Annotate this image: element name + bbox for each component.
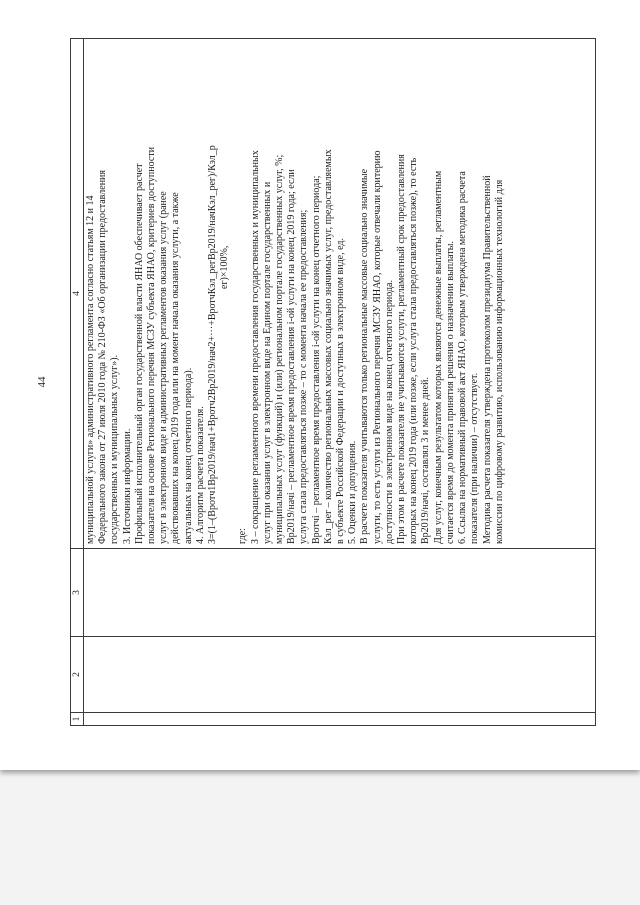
cell-col-1 [84, 713, 596, 726]
text-line: комиссии по цифровому развитию, использованию информационных технологий для [493, 179, 505, 544]
column-header-2: 2 [71, 637, 84, 713]
text-line: услуги, то есть услуги из Регионального перечня МСЗУ ЯНАО, которые отвечали критерию [371, 150, 383, 544]
text-line: показателя на основе Регионального перечня МСЗУ субъекта ЯНАО, критериев доступности [146, 146, 158, 544]
text-line: услуг при оказании услуг в электронном виде на Едином портале государственных и [261, 181, 273, 544]
rotated-page-content [30, 32, 600, 732]
text-line: Для услуг, конечным результатом которых являются денежные выплаты, регламентным [432, 170, 444, 544]
text-line: В расчете показателя учитываются только региональные массовые социально значимые [359, 168, 371, 544]
text-line: З – сокращение регламентного времени предоставления государственных и муниципальных [249, 150, 261, 544]
text-line: показателя (при наличии) – отсутствует. [469, 372, 481, 544]
section-heading-assumptions: 5. Оценки и допущения. [347, 440, 359, 544]
cell-col-4 [84, 39, 596, 549]
methodology-table [70, 38, 596, 726]
text-line: актуальных на конец отчетного периода). [182, 367, 194, 544]
text-line: считается время до момента принятия решения о назначении выплаты. [444, 241, 456, 544]
text-line: услуга стала предоставляться позже – то с момента начала ее предоставления; [298, 209, 310, 544]
column-header-1: 1 [71, 713, 84, 726]
text-line: Профильный исполнительный орган государственной власти ЯНАО обеспечивает расчет [133, 163, 145, 544]
text-line: которых на конец 2019 года (или позже, если услуга стала предоставляться позже), то есть [408, 157, 420, 544]
text-line: в субъекте Российской Федерации и доступных в электронном виде, ед. [335, 238, 347, 544]
section-heading-sources: 3. Источники информации. [121, 428, 133, 544]
text-line: где: [237, 528, 249, 544]
cell-col-2 [84, 637, 596, 713]
text-line: Кэл_рег – количество региональных массовых социально значимых услуг, предоставляемых [322, 149, 334, 544]
formula-line: ег)×100%, [219, 245, 231, 289]
section-heading-algorithm: 4. Алгоритм расчета показателя. [194, 406, 206, 544]
table-row [84, 39, 596, 726]
page-number: 44 [36, 376, 48, 388]
text-line: государственных и муниципальных услуг»). [109, 354, 121, 544]
text-line: Вр2019/начi, составлял 3 и менее дней. [420, 377, 432, 544]
text-line: Вр2019/начi – регламентное время предоставления i-ой услуги на конец 2019 года; если [286, 169, 298, 544]
section-heading-legal-act: 6. Ссылка на нормативный правовой акт ЯНАО, которым утверждена методика расчета [457, 171, 469, 544]
table-header-row [71, 39, 84, 726]
text-line: действовавших на конец 2019 года или на момент начала оказания услуги, а также [170, 192, 182, 544]
column-header-3: 3 [71, 549, 84, 637]
cell-col-3 [84, 549, 596, 637]
text-line: Вротчi – регламентное время предоставления i-ой услуги на конец отчетного периода; [310, 175, 322, 544]
text-line: Методика расчета показателя утверждена протоколом президиума Правительственной [481, 175, 493, 544]
text-line: муниципальной услуги» административного регламента согласно статьям 12 и 14 [85, 195, 96, 544]
text-line: доступности в электронном виде на конец отчетного периода. [383, 280, 395, 544]
text-line: услуг в электронном виде и административных регламентов оказания услуг (ранее [158, 191, 170, 544]
formula-line: З=(1–(Вротч1Вр2019/нач1+Вротч2Вр2019/нач2+···+ВротчКэл_регВр2019/начКэл_рег)/Кэл_р [207, 145, 219, 544]
text-line: При этом в расчете показателя не учитываются услуги, регламентный срок предоставления [396, 154, 408, 544]
text-line: Федерального закона от 27 июля 2010 года № 210-ФЗ «Об организации предоставления [97, 170, 109, 544]
text-line: муниципальных услуг (функций) и (или) региональном портале государственных услуг, %; [274, 154, 286, 544]
column-header-4: 4 [71, 39, 84, 549]
